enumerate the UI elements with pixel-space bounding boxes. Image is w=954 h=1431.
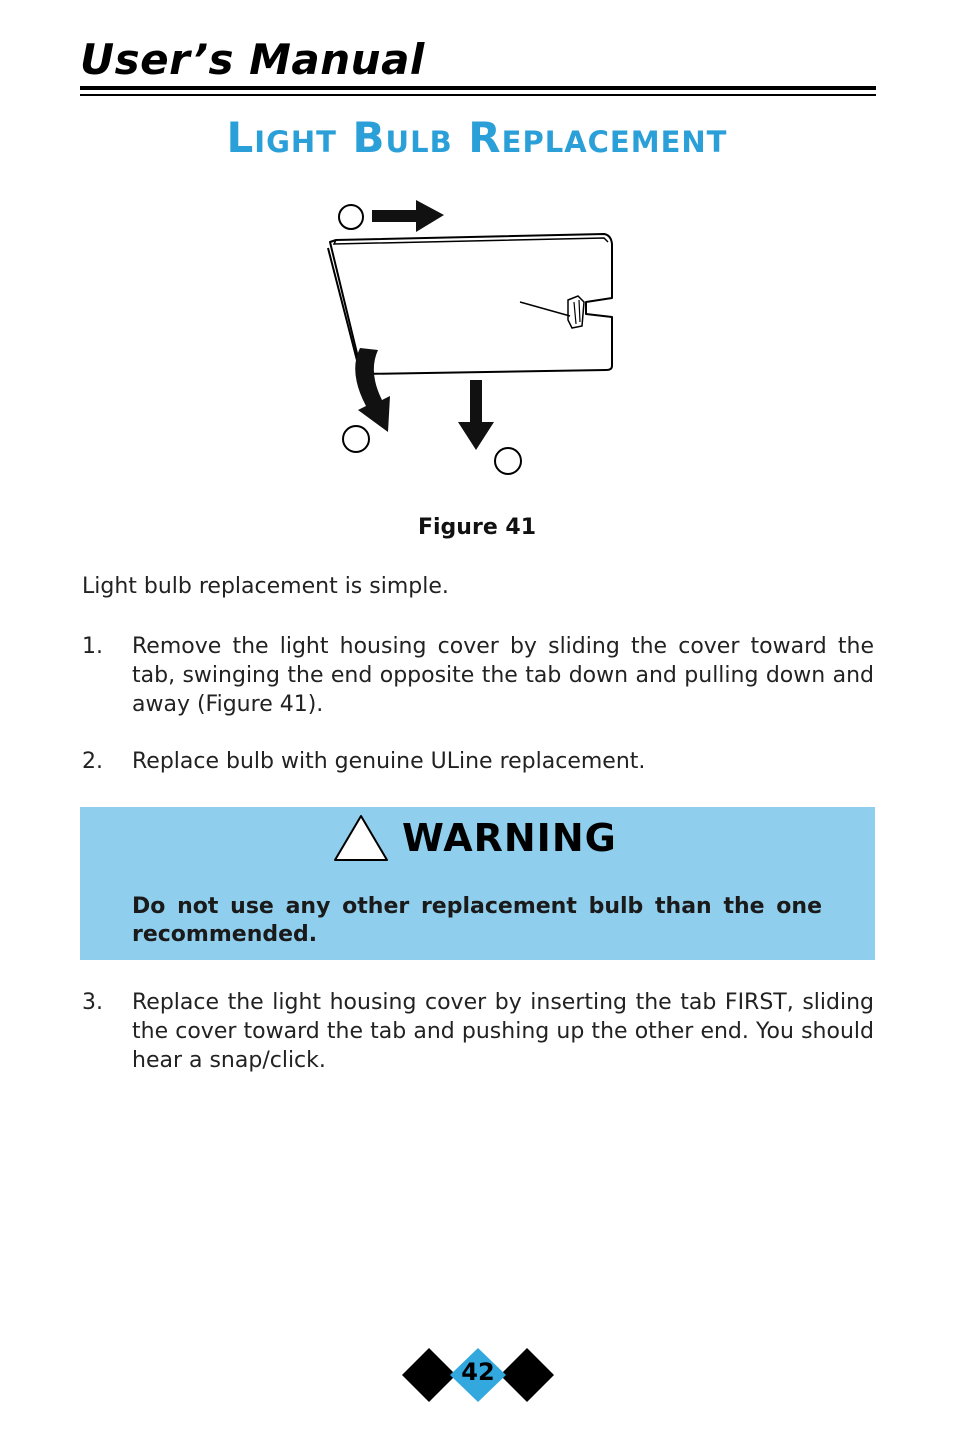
- step-text: Replace the light housing cover by inserting the tab FIRST, sliding the cover toward the tab and pushing up the other end. You should hear a snap/click.: [132, 990, 874, 1073]
- page-number-badge: [400, 1346, 556, 1404]
- step-marker-circle: [495, 448, 521, 474]
- intro-text: Light bulb replacement is simple.: [82, 574, 449, 599]
- light-housing-cover-figure: [320, 196, 620, 481]
- step-marker-circle: [343, 426, 369, 452]
- warning-box: [80, 807, 875, 960]
- step-number: 3.: [82, 990, 103, 1015]
- step-text: Replace bulb with genuine ULine replacement.: [132, 749, 646, 774]
- warning-text: Do not use any other replacement bulb than the one recommended.: [132, 894, 822, 947]
- step-number: 1.: [82, 634, 103, 659]
- step-marker-circle: [339, 205, 363, 229]
- page-number: 42: [461, 1358, 495, 1386]
- figure-caption: Figure 41: [417, 515, 537, 540]
- warning-triangle-icon: [332, 813, 390, 863]
- step-text: Remove the light housing cover by sliding the cover toward the tab, swinging the end opposite the tab down and pulling down and away (Figure 41).: [132, 634, 874, 717]
- pull-down-arrow-icon: [458, 380, 494, 450]
- manual-header-title: User’s Manual: [80, 35, 425, 84]
- section-title: Light Bulb Replacement: [226, 113, 728, 162]
- step-number: 2.: [82, 749, 103, 774]
- slide-right-arrow-icon: [372, 200, 444, 232]
- header-rule-thick: [80, 86, 876, 90]
- warning-title: WARNING: [402, 816, 617, 860]
- header-rule-thin: [80, 94, 876, 96]
